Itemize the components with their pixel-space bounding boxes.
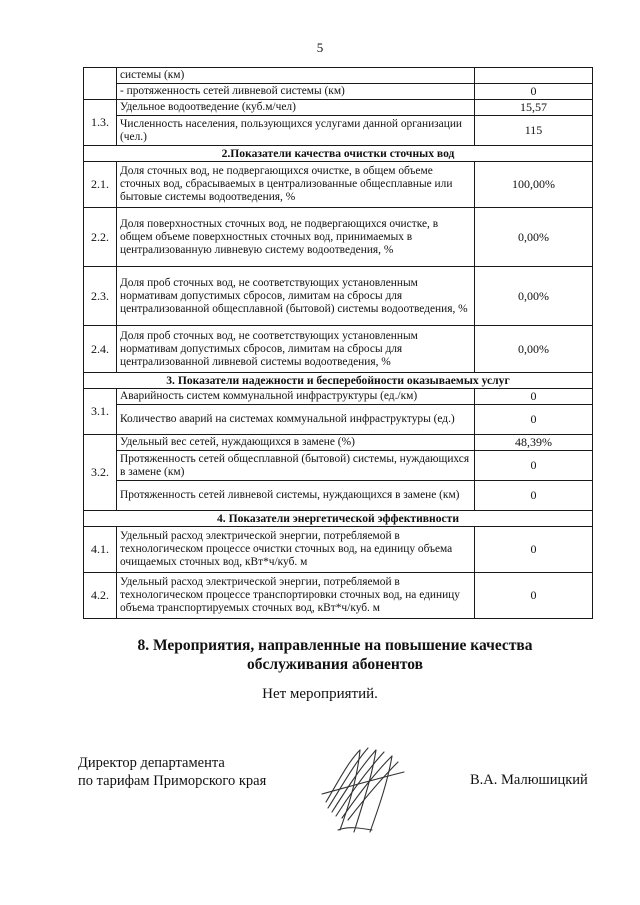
row-value: 48,39% — [475, 435, 593, 451]
row-description: Доля поверхностных сточных вод, не подвергающихся очистке, в общем объеме поверхностных сточных вод, принимаемых в централизованную ливневую систему водоотведения, % — [117, 208, 475, 267]
row-description: Протяженность сетей ливневой системы, нуждающихся в замене (км) — [117, 481, 475, 511]
table-row — [84, 573, 593, 619]
section-title: 2.Показатели качества очистки сточных вод — [84, 146, 593, 162]
row-description: Численность населения, пользующихся услугами данной организации (чел.) — [117, 116, 475, 146]
no-measures-text: Нет мероприятий. — [262, 686, 378, 702]
row-value: 0,00% — [475, 326, 593, 373]
section-row — [84, 373, 593, 389]
row-number: 1.3. — [84, 100, 117, 146]
row-description: системы (км) — [117, 68, 475, 84]
row-value: 0,00% — [475, 208, 593, 267]
row-value: 0 — [475, 389, 593, 405]
row-value: 15,57 — [475, 100, 593, 116]
page-number: 5 — [316, 40, 324, 55]
row-number: 4.2. — [84, 573, 117, 619]
row-number: 2.1. — [84, 162, 117, 208]
row-description: Доля проб сточных вод, не соответствующих установленным нормативам допустимых сбросов, лимитам на сбросы для централизованной ливневой системы водоотведения, % — [117, 326, 475, 373]
table-row — [84, 527, 593, 573]
row-description: Доля сточных вод, не подвергающихся очистке, в общем объеме сточных вод, сбрасываемых в централизованные общесплавные или бытовые системы водоотведения, % — [117, 162, 475, 208]
row-description: - протяженность сетей ливневой системы (км) — [117, 84, 475, 100]
row-value: 0 — [475, 573, 593, 619]
row-value — [475, 68, 593, 84]
section-row — [84, 511, 593, 527]
row-value: 0 — [475, 527, 593, 573]
section-title: 4. Показатели энергетической эффективности — [84, 511, 593, 527]
table-row — [84, 389, 593, 405]
row-value: 0,00% — [475, 267, 593, 326]
table-row — [84, 116, 593, 146]
table-row — [84, 405, 593, 435]
table-row — [84, 435, 593, 451]
row-value: 0 — [475, 451, 593, 481]
row-description: Удельный расход электрической энергии, потребляемой в технологическом процессе очистки сточных вод, на единицу объема очищаемых сточных вод, кВт*ч/куб. м — [117, 527, 475, 573]
row-number: 2.3. — [84, 267, 117, 326]
row-value: 0 — [475, 84, 593, 100]
table-row — [84, 208, 593, 267]
table-row — [84, 481, 593, 511]
table-row — [84, 451, 593, 481]
row-number — [84, 68, 117, 100]
row-description: Доля проб сточных вод, не соответствующих установленным нормативам допустимых сбросов, лимитам на сбросы для централизованной общесплавной (бытовой) системы водоотведения, % — [117, 267, 475, 326]
row-value: 0 — [475, 405, 593, 435]
section-heading: 8. Мероприятия, направленные на повышение качества обслуживания абонентов — [137, 637, 533, 673]
signer-title — [78, 754, 266, 790]
row-description: Количество аварий на системах коммунальной инфраструктуры (ед.) — [117, 405, 475, 435]
row-number: 2.2. — [84, 208, 117, 267]
row-number: 2.4. — [84, 326, 117, 373]
row-description: Аварийность систем коммунальной инфраструктуры (ед./км) — [117, 389, 475, 405]
row-number: 4.1. — [84, 527, 117, 573]
table-row — [84, 326, 593, 373]
row-description: Удельный вес сетей, нуждающихся в замене (%) — [117, 435, 475, 451]
table-row — [84, 267, 593, 326]
row-number: 3.1. — [84, 389, 117, 435]
section-row — [84, 146, 593, 162]
row-description: Удельное водоотведение (куб.м/чел) — [117, 100, 475, 116]
table-row — [84, 100, 593, 116]
signer-title-line: Директор департамента — [78, 755, 225, 771]
signer-title-line: по тарифам Приморского края — [78, 773, 267, 789]
indicators-table — [83, 67, 593, 619]
row-number: 3.2. — [84, 435, 117, 511]
section-title: 3. Показатели надежности и бесперебойности оказываемых услуг — [84, 373, 593, 389]
handwritten-signature-icon — [318, 742, 408, 837]
table-row — [84, 84, 593, 100]
row-value: 115 — [475, 116, 593, 146]
row-description: Протяженность сетей общесплавной (бытовой) системы, нуждающихся в замене (км) — [117, 451, 475, 481]
table-row — [84, 68, 593, 84]
row-value: 100,00% — [475, 162, 593, 208]
row-description: Удельный расход электрической энергии, потребляемой в технологическом процессе транспортировки сточных вод, на единицу объема транспортируемых сточных вод, кВт*ч/куб. м — [117, 573, 475, 619]
row-value: 0 — [475, 481, 593, 511]
table-row — [84, 162, 593, 208]
signer-name: В.А. Малюшицкий — [470, 772, 588, 788]
